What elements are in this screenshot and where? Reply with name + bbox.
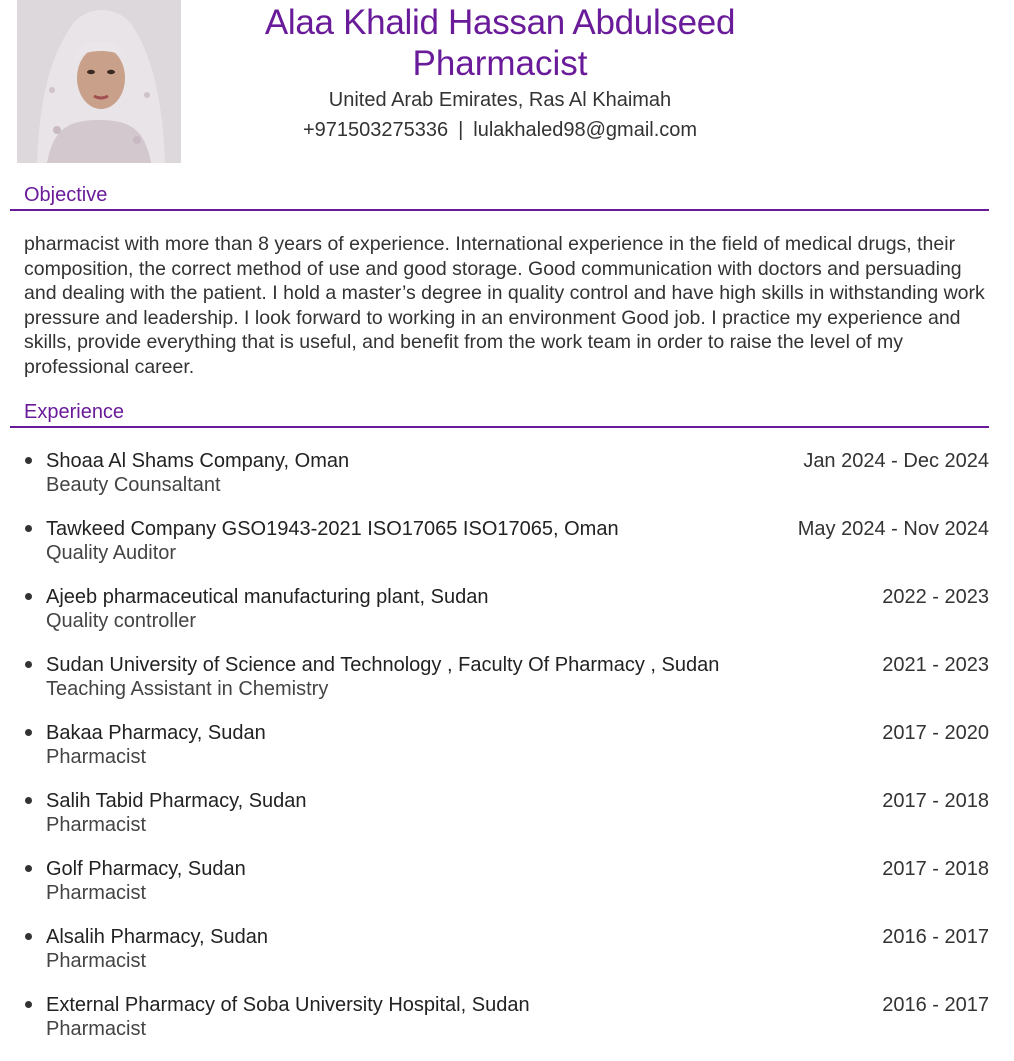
objective-text: pharmacist with more than 8 years of experience. International experience in the field of medical drugs, their composition, the correct method of use and good storage. Good communication with doctors and persuading and dealing with the patient. I hold a master’s degree in quality control and have high skills in withstanding work pressure and leadership. I look forward to working in an environment Good job. I practice my experience and skills, provide everything that is useful, and benefit from the work team in order to raise the level of my professional career.: [24, 233, 985, 378]
experience-dates: 2017 - 2018: [882, 790, 989, 812]
bullet-icon: [25, 661, 32, 668]
experience-role: Pharmacist: [46, 814, 147, 836]
experience-dates: 2021 - 2023: [882, 654, 989, 676]
experience-dates: 2016 - 2017: [882, 994, 989, 1016]
experience-heading: Experience: [24, 401, 125, 423]
phone-number: +971503275336: [302, 119, 449, 141]
candidate-name: Alaa Khalid Hassan Abdulseed: [264, 3, 736, 42]
experience-company: External Pharmacy of Soba University Hospital, Sudan: [46, 994, 530, 1016]
bullet-icon: [25, 729, 32, 736]
experience-item: [0, 653, 1014, 721]
experience-company: Shoaa Al Shams Company, Oman: [46, 450, 350, 472]
experience-company: Bakaa Pharmacy, Sudan: [46, 722, 266, 744]
experience-dates: May 2024 - Nov 2024: [797, 518, 989, 540]
bullet-icon: [25, 797, 32, 804]
experience-dates: 2017 - 2020: [882, 722, 989, 744]
experience-divider: [10, 426, 989, 428]
bullet-icon: [25, 525, 32, 532]
experience-item: [0, 721, 1014, 789]
experience-item: [0, 857, 1014, 925]
experience-item: [0, 449, 1014, 517]
email-address[interactable]: lulakhaled98@gmail.com: [473, 119, 698, 141]
contact-line: [0, 118, 1000, 142]
experience-company: Alsalih Pharmacy, Sudan: [46, 926, 268, 948]
experience-role: Beauty Counsaltant: [46, 474, 221, 496]
experience-item: [0, 789, 1014, 857]
experience-dates: 2017 - 2018: [882, 858, 989, 880]
experience-company: Tawkeed Company GSO1943-2021 ISO17065 ISO17065, Oman: [46, 518, 619, 540]
experience-role: Pharmacist: [46, 746, 147, 768]
bullet-icon: [25, 1001, 32, 1008]
experience-list: [0, 449, 1014, 1061]
objective-heading: Objective: [24, 184, 108, 206]
experience-company: Sudan University of Science and Technology , Faculty Of Pharmacy , Sudan: [46, 654, 720, 676]
experience-company: Salih Tabid Pharmacy, Sudan: [46, 790, 307, 812]
experience-role: Quality controller: [46, 610, 197, 632]
experience-dates: 2022 - 2023: [882, 586, 989, 608]
objective-divider: [10, 209, 989, 211]
experience-role: Pharmacist: [46, 1018, 147, 1040]
experience-role: Quality Auditor: [46, 542, 177, 564]
bullet-icon: [25, 457, 32, 464]
experience-role: Pharmacist: [46, 882, 147, 904]
bullet-icon: [25, 593, 32, 600]
experience-item: [0, 585, 1014, 653]
candidate-location: United Arab Emirates, Ras Al Khaimah: [328, 89, 672, 111]
bullet-icon: [25, 933, 32, 940]
experience-dates: Jan 2024 - Dec 2024: [803, 450, 989, 472]
candidate-title: Pharmacist: [412, 44, 588, 83]
experience-dates: 2016 - 2017: [882, 926, 989, 948]
contact-separator: |: [458, 119, 464, 141]
experience-company: Golf Pharmacy, Sudan: [46, 858, 246, 880]
bullet-icon: [25, 865, 32, 872]
experience-item: [0, 517, 1014, 585]
experience-role: Teaching Assistant in Chemistry: [46, 678, 329, 700]
experience-item: [0, 925, 1014, 993]
experience-item: [0, 993, 1014, 1061]
experience-company: Ajeeb pharmaceutical manufacturing plant, Sudan: [46, 586, 489, 608]
experience-role: Pharmacist: [46, 950, 147, 972]
